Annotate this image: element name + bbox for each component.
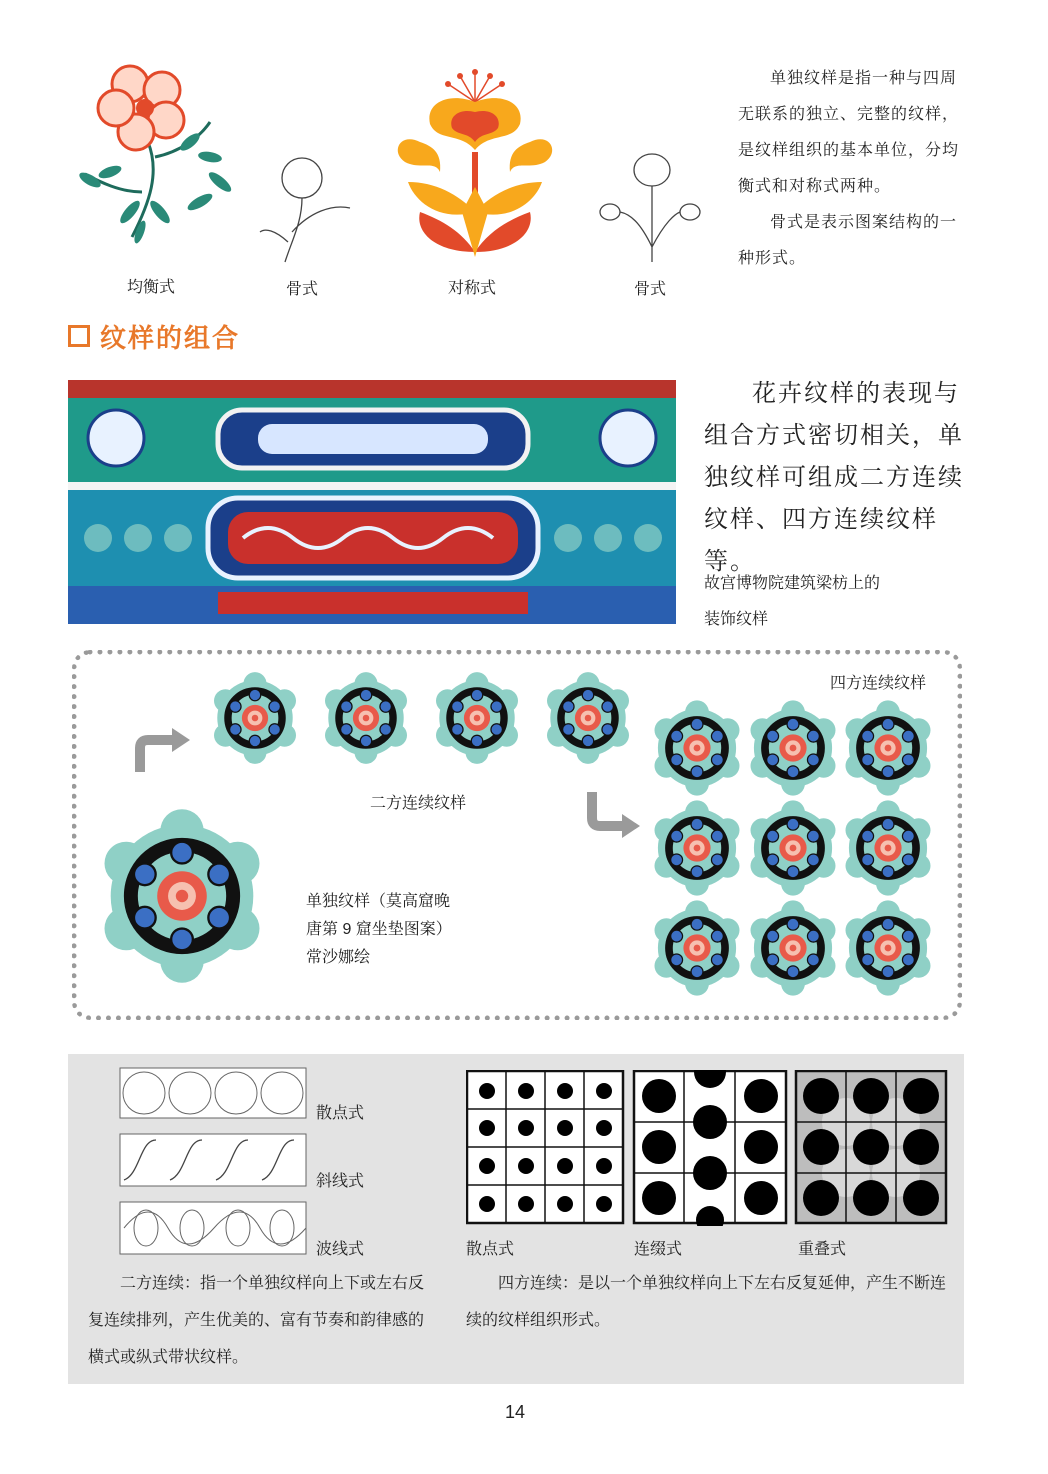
symmetric-flower-illustration <box>398 69 552 257</box>
arrow-up-icon <box>140 740 172 772</box>
four-way-continuous-pattern <box>655 700 931 995</box>
photo-caption-line-2: 装饰纹样 <box>704 611 769 628</box>
single-caption-line-1: 单独纹样（莫高窟晚 <box>306 893 451 910</box>
scatter-grid-diagram <box>467 1071 623 1223</box>
balanced-flower-illustration <box>77 66 234 245</box>
four-way-description: 四方连续：是以一个单独纹样向上下左右反复延伸，产生不断连续的纹样组织形式。 <box>466 1273 947 1329</box>
diagonal-layout-diagram <box>120 1134 306 1186</box>
four-label-scatter: 散点式 <box>466 1241 515 1258</box>
palace-beam-photo <box>68 380 676 624</box>
single-caption-line-2: 唐第 9 窟坐垫图案） <box>306 921 452 938</box>
two-way-description: 二方连续：指一个单独纹样向上下或左右反复连续排列，产生优美的、富有节奏和韵律感的横式或纵式带状纹样。 <box>88 1273 425 1366</box>
single-caption-line-3: 常沙娜绘 <box>306 949 371 966</box>
intro-paragraph-2: 骨式是表示图案结构的一种形式。 <box>738 212 958 267</box>
wave-layout-diagram <box>120 1202 306 1254</box>
photo-caption-line-1: 故宫博物院建筑梁枋上的 <box>704 575 881 592</box>
two-label-scatter: 散点式 <box>316 1105 365 1122</box>
four-way-label: 四方连续纹样 <box>830 675 927 692</box>
balanced-skeleton-diagram <box>260 158 350 262</box>
two-label-diagonal: 斜线式 <box>316 1173 365 1190</box>
overlap-grid-diagram <box>796 1071 946 1223</box>
pattern-examples-graphics <box>80 660 960 1010</box>
four-way-layout-diagrams <box>466 1070 948 1226</box>
flower-illustrations <box>70 62 710 272</box>
two-way-layout-diagrams <box>110 1064 310 1264</box>
four-label-linked: 连缀式 <box>634 1241 683 1258</box>
arrow-down-icon <box>592 792 622 826</box>
heading-square-icon <box>68 325 90 347</box>
four-label-overlap: 重叠式 <box>798 1241 847 1258</box>
section-title: 纹样的组合 <box>100 322 241 353</box>
intro-text <box>738 60 964 276</box>
section-heading <box>68 318 240 354</box>
combination-paragraph: 花卉纹样的表现与组合方式密切相关，单独纹样可组成二方连续纹样、四方连续纹样等。 <box>704 379 964 575</box>
combination-text <box>704 372 966 582</box>
scatter-layout-diagram <box>120 1068 306 1118</box>
two-way-continuous-pattern <box>214 672 629 764</box>
symmetric-skeleton-diagram <box>600 154 700 262</box>
two-label-wave: 波线式 <box>316 1241 365 1258</box>
single-pattern-large <box>105 809 260 983</box>
caption-skeleton-2: 骨式 <box>634 281 667 298</box>
intro-paragraph-1: 单独纹样是指一种与四周无联系的独立、完整的纹样，是纹样组织的基本单位，分均衡式和对称式两种。 <box>738 68 960 195</box>
two-way-label: 二方连续纹样 <box>370 795 467 812</box>
caption-skeleton-1: 骨式 <box>286 281 319 298</box>
caption-balanced: 均衡式 <box>127 279 176 296</box>
linked-grid-diagram <box>634 1070 786 1226</box>
page-number: 14 <box>504 1402 526 1422</box>
caption-symmetric: 对称式 <box>448 280 497 297</box>
